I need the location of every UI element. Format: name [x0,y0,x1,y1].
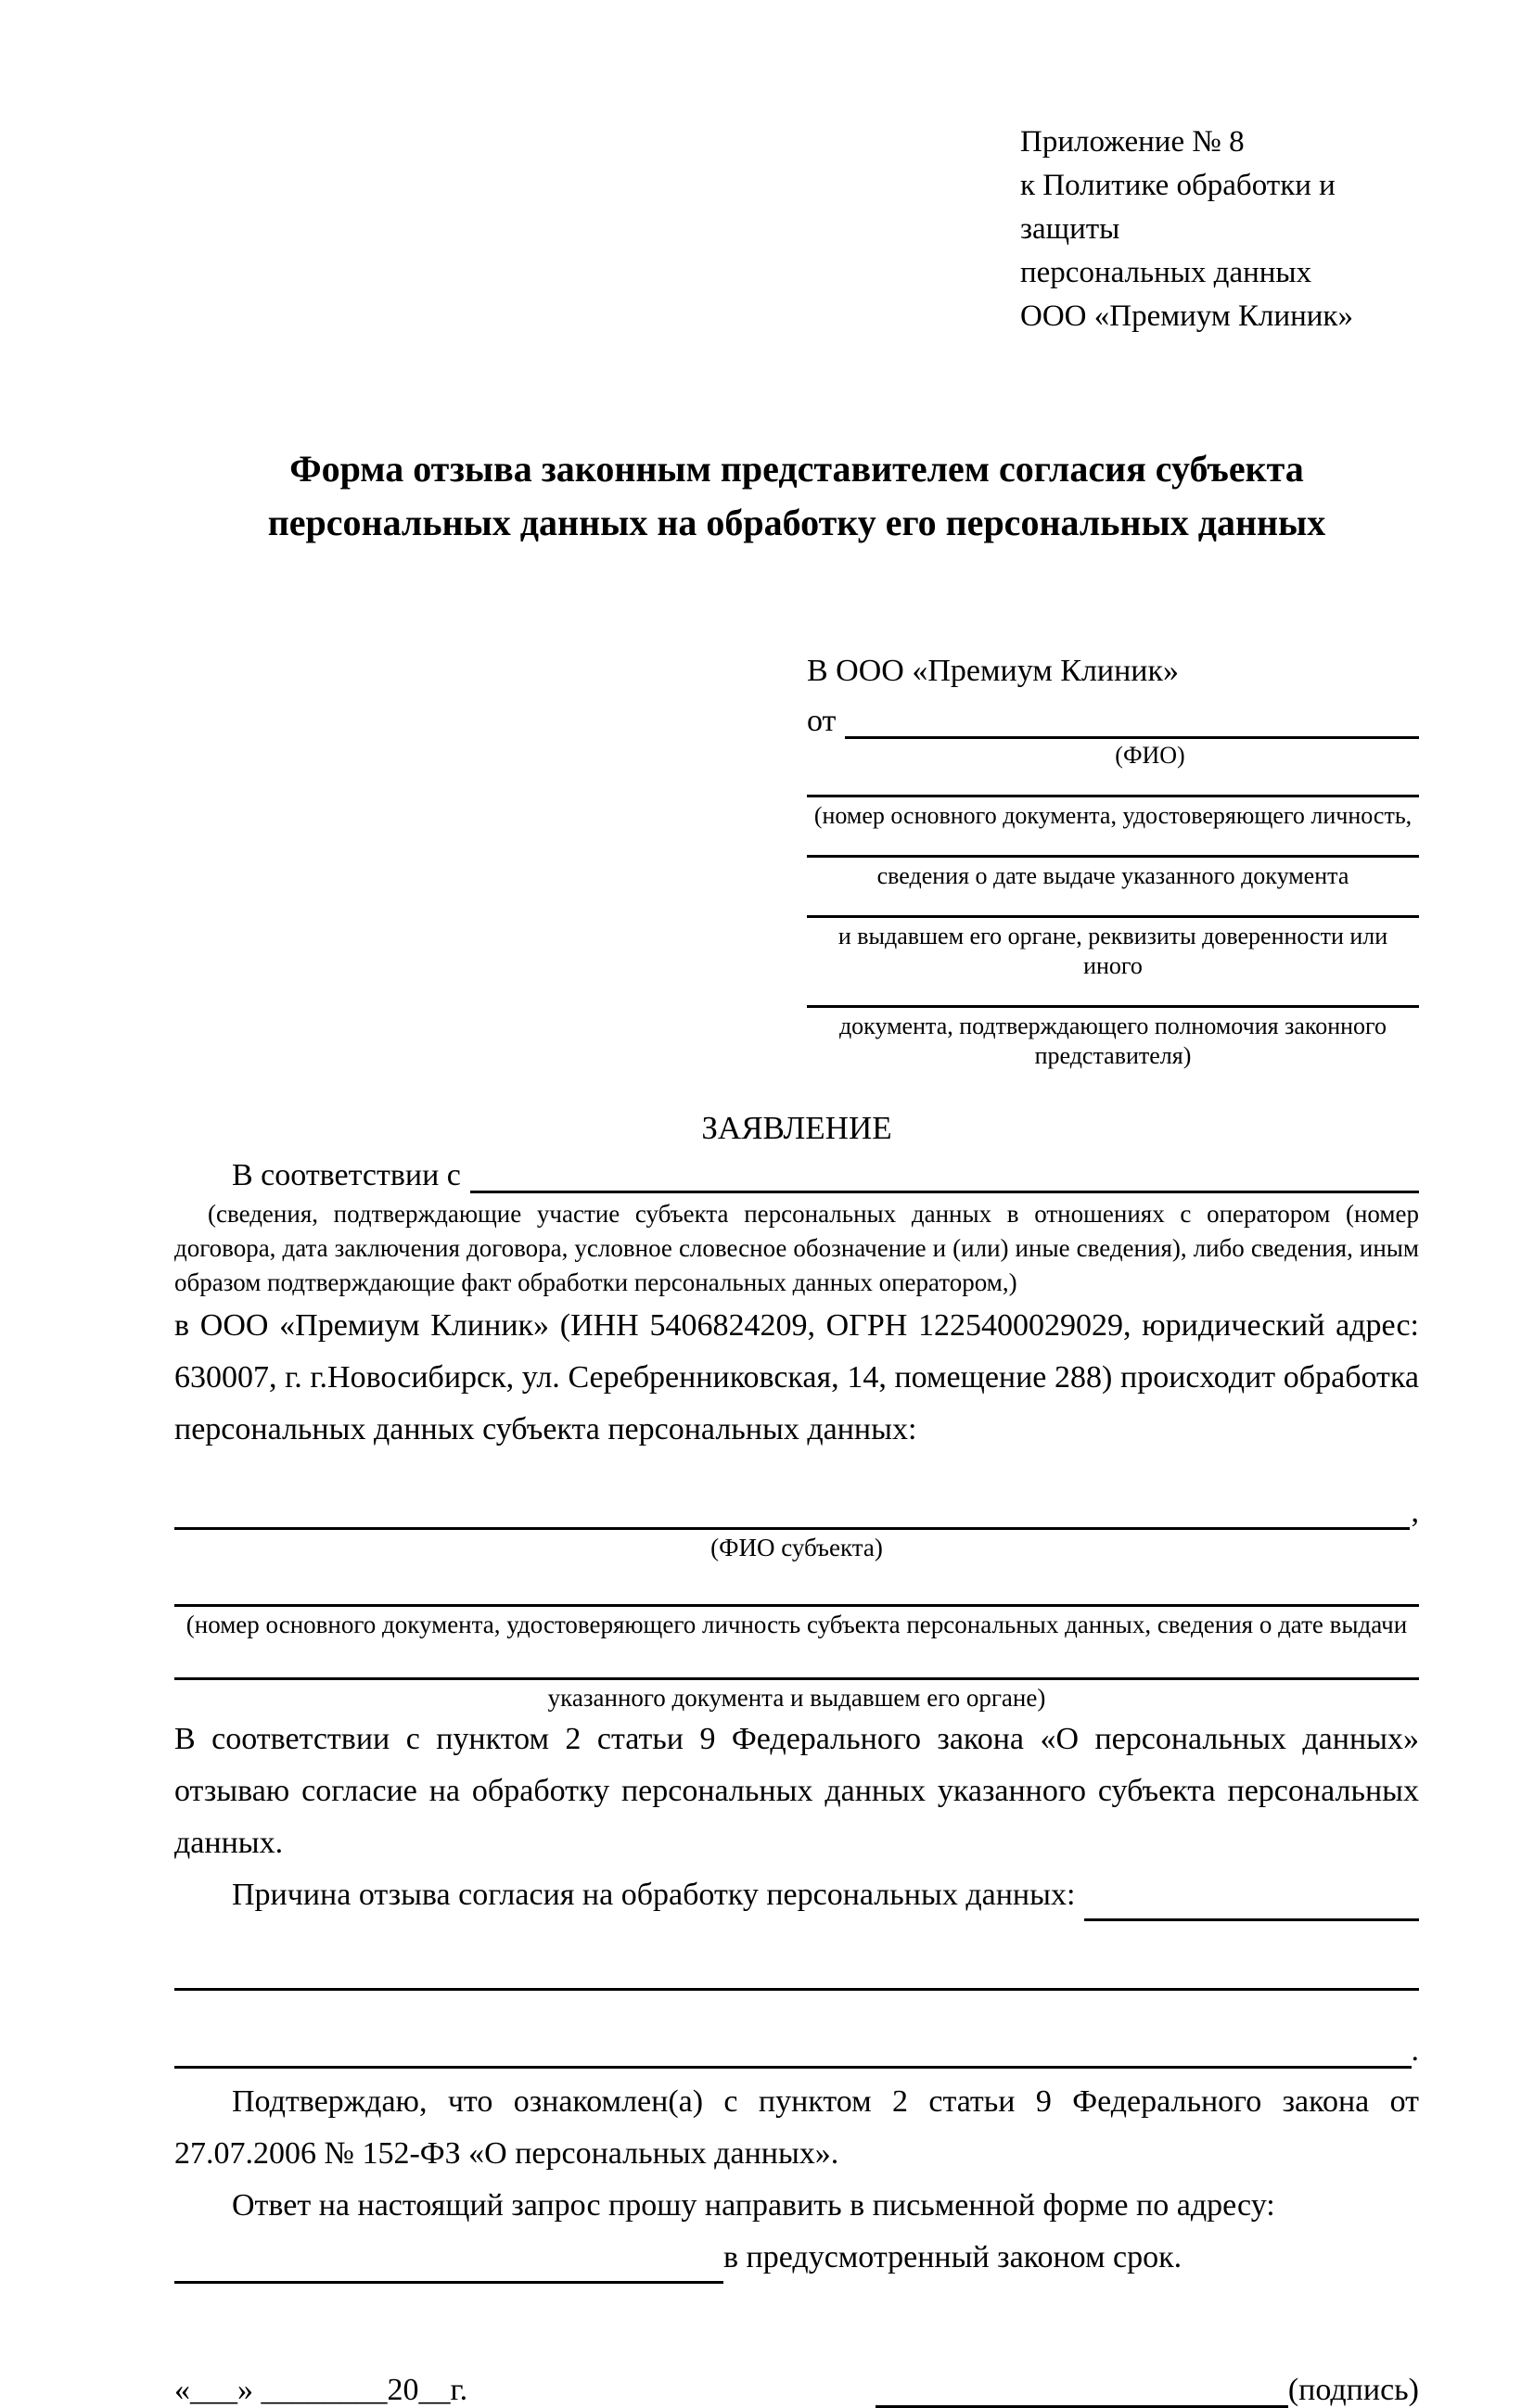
field-caption: документа, подтверждающего полномочия законного представителя) [838,1013,1387,1069]
blank-line [807,1005,1419,1008]
field-caption: сведения о дате выдаче указанного документа [876,862,1349,889]
reason-blank-line-1 [174,1988,1419,1991]
field-caption: и выдавшем его органе, реквизиты доверенности или иного [837,923,1388,979]
reply-address-row [174,2232,1419,2284]
statement-heading: ЗАЯВЛЕНИЕ [701,1110,892,1146]
representative-doc-field [807,915,1419,981]
withdrawal-paragraph: В соответствии с пунктом 2 статьи 9 Федерального закона «О персональных данных» отзываю согласие на обработку персональных данных указанного субъекта персональных данных. [174,1722,1419,1860]
from-row [807,704,1419,739]
page-title-line-1: Форма отзыва законным представителем согласия субъекта [289,448,1304,490]
reason-row [174,1869,1419,1921]
blank-line [174,1604,1419,1607]
fio-caption: (ФИО) [1115,742,1185,769]
reply-suffix: в предусмотренный законом срок. [723,2240,1182,2274]
subject-fio-blank-line [174,1527,1410,1530]
addressee-block [807,654,1419,1071]
signature-caption: (подпись) [1287,2373,1419,2407]
reason-blank-line-2-row [174,2033,1419,2069]
appendix-note [1020,121,1419,338]
blank-line [807,915,1419,918]
intro-blank-line [470,1191,1419,1193]
field-caption: (номер основного документа, удостоверяющего личность, [813,802,1413,829]
appendix-note-line: Приложение № 8 [1020,125,1245,159]
subject-doc-field [174,1604,1419,1640]
subject-line-comma: , [1411,1495,1419,1529]
intro-row [174,1158,1419,1193]
fio-blank-line [845,704,1419,739]
blank-line [174,1677,1419,1680]
subject-fio-caption: (ФИО субъекта) [710,1534,883,1561]
appendix-note-line: к Политике обработки и защиты [1020,169,1336,246]
subject-doc-field [174,1677,1419,1714]
intro-caption: (сведения, подтверждающие участие субъекта персональных данных в отношениях с оператором (номер договора, дата заключения договора, условное словесное обозначение и (или) иные сведения), либо сведения, иным образом подтверждающие факт обработки персональных данных оператором,) [174,1200,1419,1296]
confirm-paragraph: Подтверждаю, что ознакомлен(а) с пунктом 2 статьи 9 Федерального закона от 27.07.2006 № 152-ФЗ «О персональных данных». [174,2084,1419,2171]
reason-blank-line-2 [174,2066,1412,2069]
signature-block [876,2373,1419,2408]
blank-line [807,795,1419,797]
reply-paragraph: Ответ на настоящий запрос прошу направить в письменной форме по адресу: [232,2188,1275,2223]
appendix-note-line: персональных данных [1020,256,1312,289]
page-title-line-2: персональных данных на обработку его персональных данных [267,502,1326,543]
operator-paragraph: в ООО «Премиум Клиник» (ИНН 5406824209, ОГРН 1225400029029, юридический адрес: 630007, г. г.Новосибирск, ул. Серебренниковская, 14, помещение 288) происходит обработка персональных данных субъекта персональных данных: [174,1308,1419,1446]
blank-line [807,855,1419,858]
reason-label: Причина отзыва согласия на обработку персональных данных: [232,1878,1076,1912]
appendix-note-line: ООО «Премиум Клиник» [1020,299,1353,333]
blank-line-period: . [1411,2033,1419,2068]
date-line: «___» ________20__г. [174,2373,468,2407]
representative-doc-field [807,855,1419,891]
from-label: от [807,704,837,738]
footer-row [174,2373,1419,2408]
subject-doc-caption-1: (номер основного документа, удостоверяющего личность субъекта персональных данных, сведения о дате выдачи [185,1611,1408,1638]
intro-label: В соответствии с [232,1158,461,1192]
reply-address-blank-line [174,2281,723,2284]
subject-doc-caption-2: указанного документа и выдавшем его органе) [547,1684,1046,1712]
representative-doc-field [807,795,1419,831]
page-title [174,442,1419,550]
subject-fio-row [174,1495,1419,1530]
reason-blank-line [1084,1918,1419,1921]
addressee-to-line: В ООО «Премиум Клиник» [807,654,1180,688]
representative-doc-field [807,1005,1419,1071]
